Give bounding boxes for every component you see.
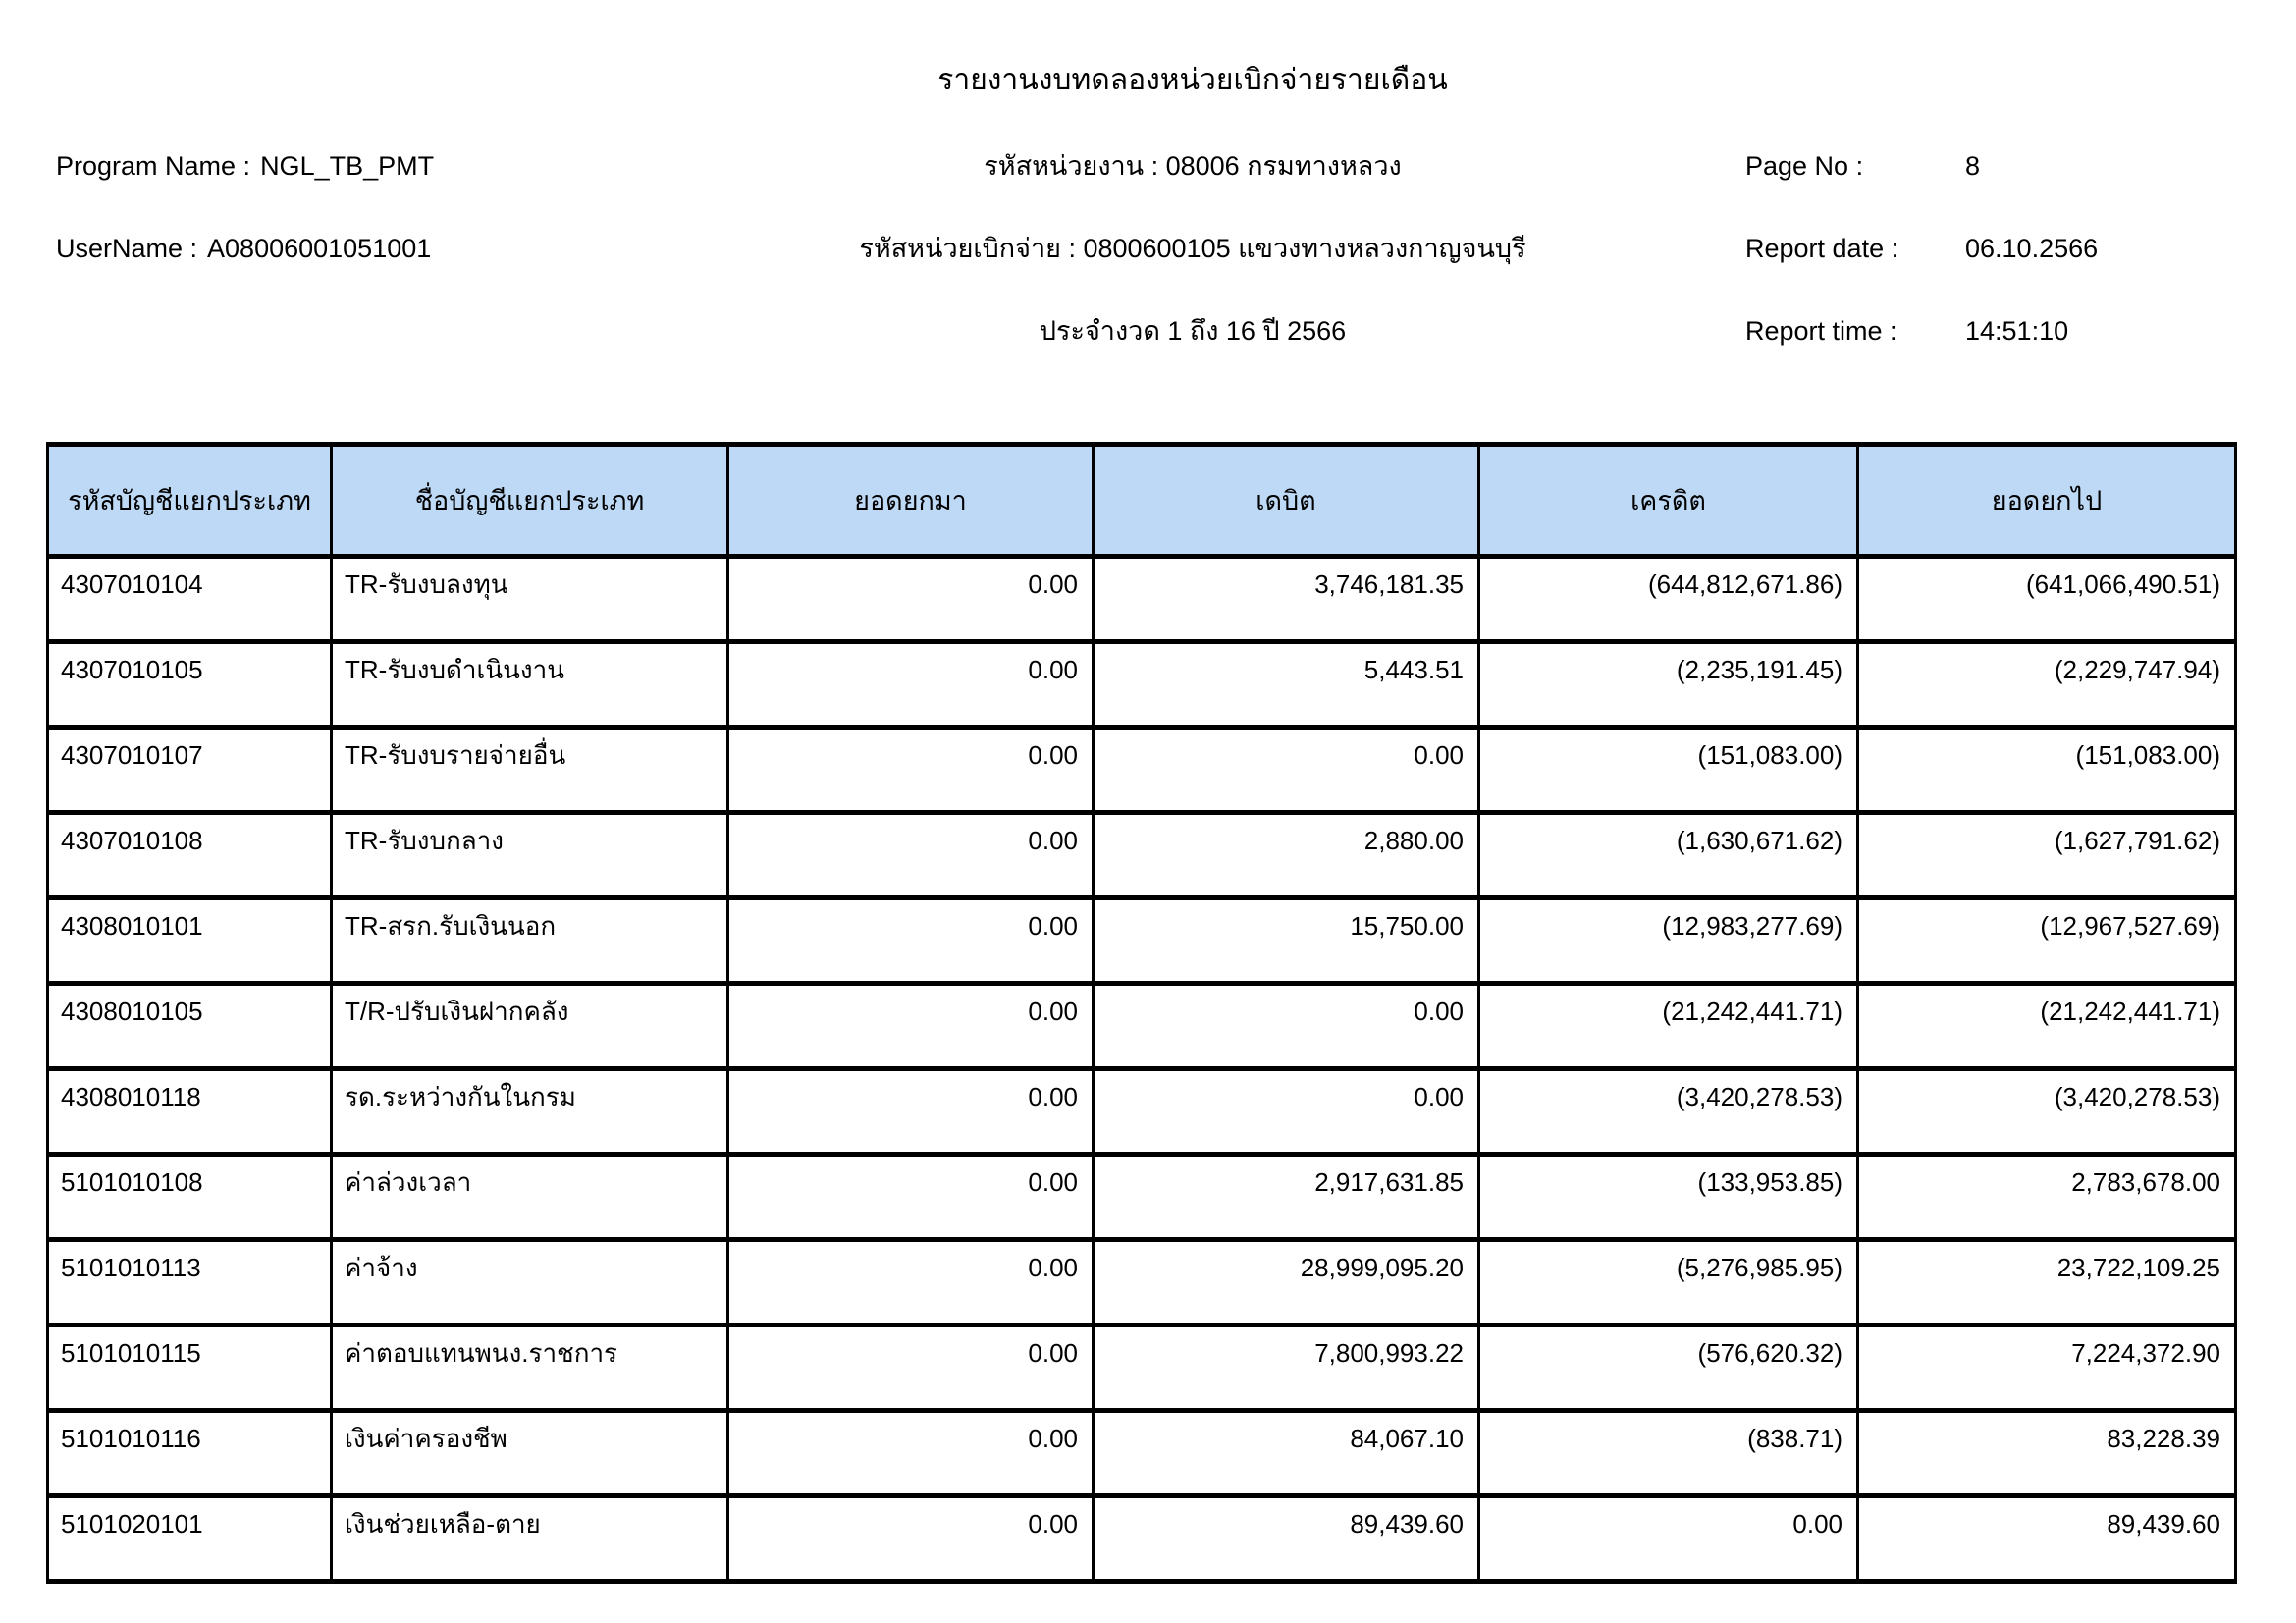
cell-brought-forward: 0.00 (728, 1069, 1094, 1155)
header-credit: เครดิต (1479, 445, 1858, 557)
table-row (48, 642, 2236, 728)
cell-carried-forward: 2,783,678.00 (1858, 1155, 2236, 1240)
cell-brought-forward: 0.00 (728, 1155, 1094, 1240)
report-time-value: 14:51:10 (1965, 316, 2069, 346)
agency-code-line: รหัสหน่วยงาน : 08006 กรมทางหลวง (984, 151, 1402, 181)
cell-credit: (5,276,985.95) (1479, 1240, 1858, 1325)
cell-credit: (2,235,191.45) (1479, 642, 1858, 728)
cell-carried-forward: 89,439.60 (1858, 1496, 2236, 1582)
cell-brought-forward: 0.00 (728, 1496, 1094, 1582)
header-account-name: ชื่อบัญชีแยกประเภท (332, 445, 728, 557)
cell-brought-forward: 0.00 (728, 1411, 1094, 1496)
cell-account-name: TR-สรก.รับเงินนอก (332, 898, 728, 984)
cell-brought-forward: 0.00 (728, 1325, 1094, 1411)
cell-account-name: TR-รับงบลงทุน (332, 557, 728, 642)
table-row (48, 1496, 2236, 1582)
cell-carried-forward: 83,228.39 (1858, 1411, 2236, 1496)
cell-credit: (3,420,278.53) (1479, 1069, 1858, 1155)
cell-credit: (151,083.00) (1479, 728, 1858, 813)
cell-account-code: 5101010108 (48, 1155, 332, 1240)
program-name-line (56, 147, 434, 186)
cell-account-name: รด.ระหว่างกันในกรม (332, 1069, 728, 1155)
cell-account-code: 5101010116 (48, 1411, 332, 1496)
report-time-line (1745, 312, 2290, 351)
cell-debit: 5,443.51 (1094, 642, 1479, 728)
cell-account-code: 4307010108 (48, 813, 332, 898)
period-line: ประจำงวด 1 ถึง 16 ปี 2566 (1039, 316, 1347, 346)
cell-credit: (133,953.85) (1479, 1155, 1858, 1240)
cell-account-name: TR-รับงบกลาง (332, 813, 728, 898)
cell-account-code: 5101010113 (48, 1240, 332, 1325)
table-row (48, 898, 2236, 984)
cell-carried-forward: (151,083.00) (1858, 728, 2236, 813)
cell-brought-forward: 0.00 (728, 557, 1094, 642)
cell-debit: 28,999,095.20 (1094, 1240, 1479, 1325)
cell-debit: 0.00 (1094, 728, 1479, 813)
cell-account-name: T/R-ปรับเงินฝากคลัง (332, 984, 728, 1069)
report-title: รายงานงบทดลองหน่วยเบิกจ่ายรายเดือน (937, 64, 1448, 96)
cell-carried-forward: (2,229,747.94) (1858, 642, 2236, 728)
cell-brought-forward: 0.00 (728, 1240, 1094, 1325)
cell-account-code: 4308010101 (48, 898, 332, 984)
report-time-label: Report time : (1745, 316, 1897, 346)
cell-debit: 84,067.10 (1094, 1411, 1479, 1496)
cell-credit: (576,620.32) (1479, 1325, 1858, 1411)
cell-credit: (21,242,441.71) (1479, 984, 1858, 1069)
cell-brought-forward: 0.00 (728, 984, 1094, 1069)
cell-account-name: เงินช่วยเหลือ-ตาย (332, 1496, 728, 1582)
cell-carried-forward: (12,967,527.69) (1858, 898, 2236, 984)
cell-debit: 15,750.00 (1094, 898, 1479, 984)
cell-carried-forward: (3,420,278.53) (1858, 1069, 2236, 1155)
cell-brought-forward: 0.00 (728, 813, 1094, 898)
report-date-value: 06.10.2566 (1965, 234, 2099, 263)
header-debit: เดบิต (1094, 445, 1479, 557)
cell-carried-forward: (641,066,490.51) (1858, 557, 2236, 642)
table-row (48, 984, 2236, 1069)
program-name-value: NGL_TB_PMT (260, 151, 435, 181)
cell-account-name: ค่าจ้าง (332, 1240, 728, 1325)
cell-account-code: 5101010115 (48, 1325, 332, 1411)
cell-debit: 0.00 (1094, 984, 1479, 1069)
cell-brought-forward: 0.00 (728, 728, 1094, 813)
cell-account-name: ค่าตอบแทนพนง.ราชการ (332, 1325, 728, 1411)
cell-credit: 0.00 (1479, 1496, 1858, 1582)
cell-account-code: 4307010107 (48, 728, 332, 813)
username-label: UserName : (56, 234, 198, 263)
report-date-label: Report date : (1745, 234, 1899, 263)
cell-carried-forward: 7,224,372.90 (1858, 1325, 2236, 1411)
cell-carried-forward: (21,242,441.71) (1858, 984, 2236, 1069)
cell-brought-forward: 0.00 (728, 898, 1094, 984)
cell-credit: (12,983,277.69) (1479, 898, 1858, 984)
cell-debit: 2,880.00 (1094, 813, 1479, 898)
disbursement-unit-line: รหัสหน่วยเบิกจ่าย : 0800600105 แขวงทางหลวงกาญจนบุรี (859, 234, 1526, 263)
table-row (48, 728, 2236, 813)
table-row (48, 1325, 2236, 1411)
table-row (48, 1155, 2236, 1240)
cell-credit: (644,812,671.86) (1479, 557, 1858, 642)
table-row (48, 1240, 2236, 1325)
cell-account-name: TR-รับงบดำเนินงาน (332, 642, 728, 728)
username-line (56, 230, 431, 268)
cell-account-code: 4307010104 (48, 557, 332, 642)
username-value: A08006001051001 (207, 234, 432, 263)
cell-debit: 7,800,993.22 (1094, 1325, 1479, 1411)
header-brought-forward: ยอดยกมา (728, 445, 1094, 557)
page-no-value: 8 (1965, 151, 1981, 181)
cell-account-code: 4308010105 (48, 984, 332, 1069)
trial-balance-table-wrap (46, 442, 2237, 1584)
cell-account-name: ค่าล่วงเวลา (332, 1155, 728, 1240)
program-name-label: Program Name : (56, 151, 251, 181)
cell-carried-forward: 23,722,109.25 (1858, 1240, 2236, 1325)
cell-account-name: TR-รับงบรายจ่ายอื่น (332, 728, 728, 813)
page-no-line (1745, 147, 2290, 186)
table-row (48, 1411, 2236, 1496)
cell-credit: (1,630,671.62) (1479, 813, 1858, 898)
cell-debit: 3,746,181.35 (1094, 557, 1479, 642)
cell-brought-forward: 0.00 (728, 642, 1094, 728)
table-header-row (48, 445, 2236, 557)
cell-debit: 0.00 (1094, 1069, 1479, 1155)
cell-carried-forward: (1,627,791.62) (1858, 813, 2236, 898)
cell-credit: (838.71) (1479, 1411, 1858, 1496)
table-row (48, 813, 2236, 898)
page-no-label: Page No : (1745, 151, 1864, 181)
header-carried-forward: ยอดยกไป (1858, 445, 2236, 557)
header-account-code: รหัสบัญชีแยกประเภท (48, 445, 332, 557)
cell-debit: 2,917,631.85 (1094, 1155, 1479, 1240)
report-date-line (1745, 230, 2290, 268)
cell-account-code: 4308010118 (48, 1069, 332, 1155)
table-row (48, 1069, 2236, 1155)
table-row (48, 557, 2236, 642)
table-body (48, 557, 2236, 1582)
cell-account-code: 5101020101 (48, 1496, 332, 1582)
cell-account-code: 4307010105 (48, 642, 332, 728)
trial-balance-table (46, 442, 2237, 1584)
cell-account-name: เงินค่าครองชีพ (332, 1411, 728, 1496)
cell-debit: 89,439.60 (1094, 1496, 1479, 1582)
